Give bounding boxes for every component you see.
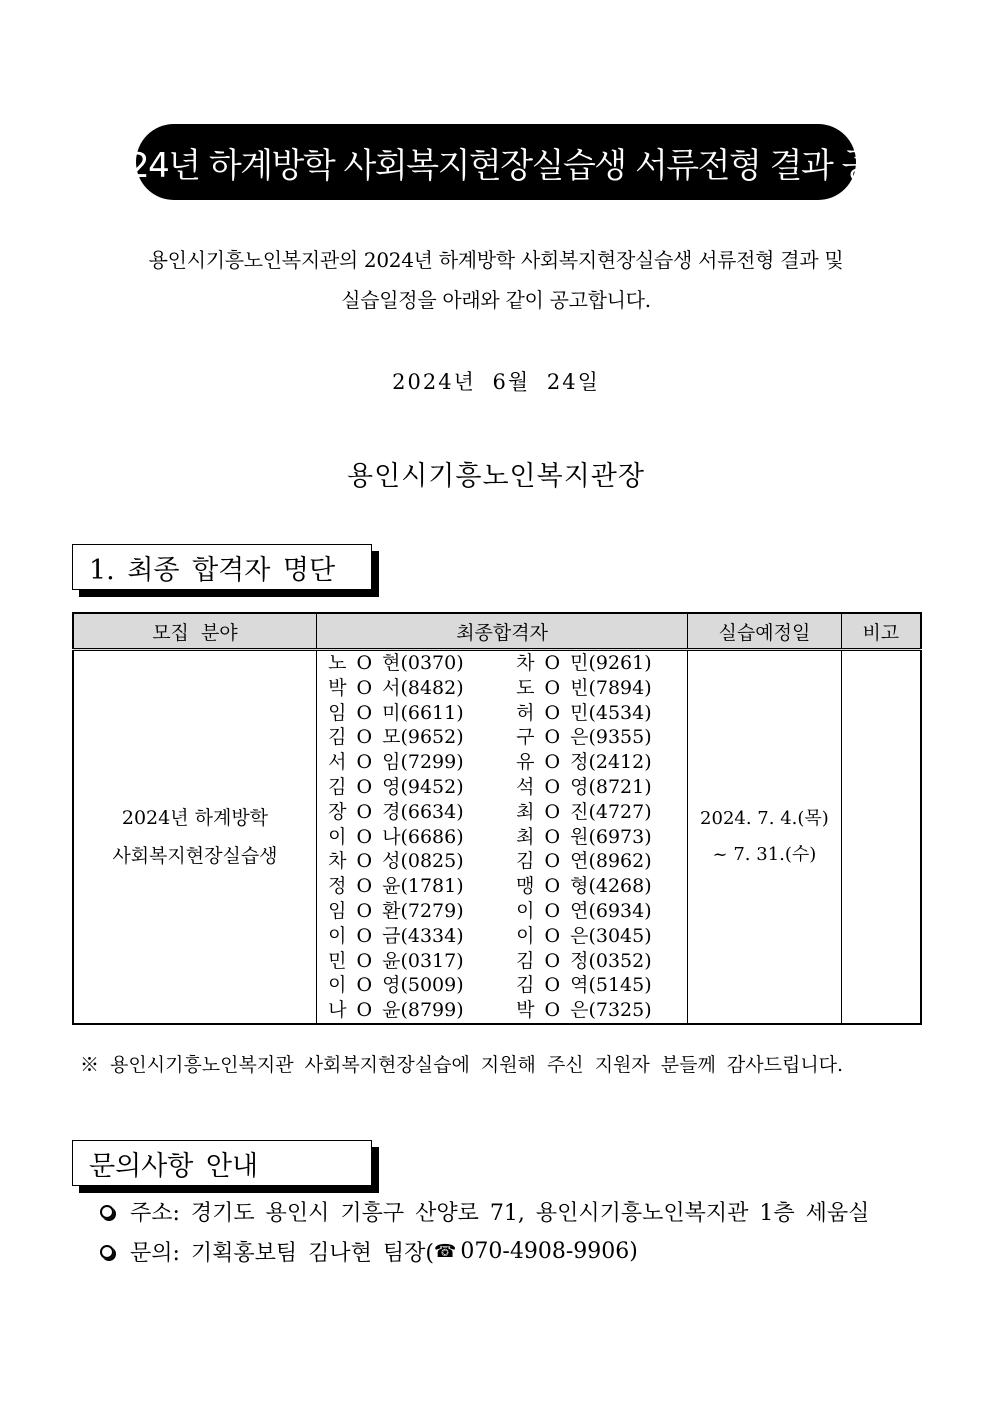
list-item: 맹 O 형(4268) [516, 875, 652, 898]
list-item: 석 O 영(8721) [516, 775, 652, 798]
intro-paragraph [60, 240, 932, 320]
list-item: 차 O 성(0825) [328, 850, 464, 873]
list-item: 박 O 서(8482) [328, 676, 464, 699]
list-item: 김 O 연(8962) [516, 850, 652, 873]
hollow-circle-bullet-icon [100, 1245, 114, 1259]
list-item: 노 O 현(0370) [328, 652, 464, 674]
passers-list [317, 651, 687, 1023]
list-item: 차 O 민(9261) [516, 652, 652, 674]
announcement-title [87, 124, 905, 200]
list-item: 이 O 금(4334) [328, 924, 464, 947]
table-header-row [73, 613, 921, 650]
list-item: 이 O 은(3045) [516, 924, 652, 947]
list-item: 이 O 연(6934) [516, 899, 652, 922]
telephone-icon: ☎ [434, 1241, 457, 1262]
list-item: 임 O 환(7279) [328, 899, 464, 922]
list-item: 이 O 나(6686) [328, 825, 464, 848]
announcement-date: 2024년 6월 24일 [392, 370, 600, 394]
list-item: 서 O 임(7299) [328, 751, 464, 774]
organization-name: 용인시기흥노인복지관장 [347, 461, 645, 492]
intro-line-2: 실습일정을 아래와 같이 공고합니다. [341, 288, 651, 312]
list-item: 유 O 정(2412) [516, 751, 652, 774]
list-item: 최 O 원(6973) [516, 825, 652, 848]
field-line-2: 사회복지현장실습생 [112, 845, 278, 867]
phone-number: 070-4908-9906) [460, 1239, 638, 1264]
section-heading-final-passers [72, 544, 372, 590]
schedule-line-1: 2024. 7. 4.(목) [700, 808, 829, 829]
list-item: 임 O 미(6611) [328, 701, 464, 724]
list-item: 장 O 경(6634) [328, 800, 464, 823]
field-line-1: 2024년 하계방학 [121, 807, 269, 829]
section-heading-inquiry [72, 1140, 372, 1186]
list-item: 정 O 윤(1781) [328, 875, 464, 898]
thanks-note: ※ 용인시기흥노인복지관 사회복지현장실습에 지원해 주신 지원자 분들께 감사드립니다. [80, 1054, 844, 1076]
list-item: 구 O 은(9355) [516, 726, 652, 749]
header-note: 비고 [841, 613, 921, 650]
final-passers-table [72, 612, 922, 1025]
address-text: 주소: 경기도 용인시 기흥구 산양로 71, 용인시기흥노인복지관 1층 세움실 [130, 1201, 870, 1226]
list-item: 도 O 빈(7894) [516, 676, 652, 699]
list-item: 박 O 은(7325) [516, 999, 652, 1022]
contact-inquiry [100, 1236, 638, 1267]
schedule-cell [688, 650, 841, 1025]
hollow-circle-bullet-icon [100, 1205, 114, 1219]
list-item: 이 O 영(5009) [328, 974, 464, 997]
list-item: 김 O 정(0352) [516, 949, 652, 972]
schedule-line-2: ~ 7. 31.(수) [712, 844, 817, 865]
section-heading-text: 1. 최종 합격자 명단 [89, 554, 336, 586]
passers-cell [316, 650, 687, 1025]
list-item: 최 O 진(4727) [516, 800, 652, 823]
list-item: 김 O 영(9452) [328, 775, 464, 798]
header-field: 모집 분야 [73, 613, 316, 650]
field-cell [73, 650, 316, 1025]
contact-address [100, 1196, 869, 1227]
list-item: 허 O 민(4534) [516, 701, 652, 724]
section-heading-text: 문의사항 안내 [89, 1150, 259, 1182]
header-schedule: 실습예정일 [688, 613, 841, 650]
list-item: 민 O 윤(0317) [328, 949, 464, 972]
intro-line-1: 용인시기흥노인복지관의 2024년 하계방학 사회복지현장실습생 서류전형 결과 및 [148, 248, 844, 272]
list-item: 나 O 윤(8799) [328, 999, 464, 1022]
list-item: 김 O 모(9652) [328, 726, 464, 749]
title-text: 2024년 하계방학 사회복지현장실습생 서류전형 결과 공고 [87, 145, 905, 186]
header-passers: 최종합격자 [316, 613, 687, 650]
table-row [73, 650, 921, 1025]
list-item: 김 O 역(5145) [516, 974, 652, 997]
note-cell [841, 650, 921, 1025]
inquiry-text: 문의: 기획홍보팀 김나현 팀장( [130, 1241, 434, 1266]
